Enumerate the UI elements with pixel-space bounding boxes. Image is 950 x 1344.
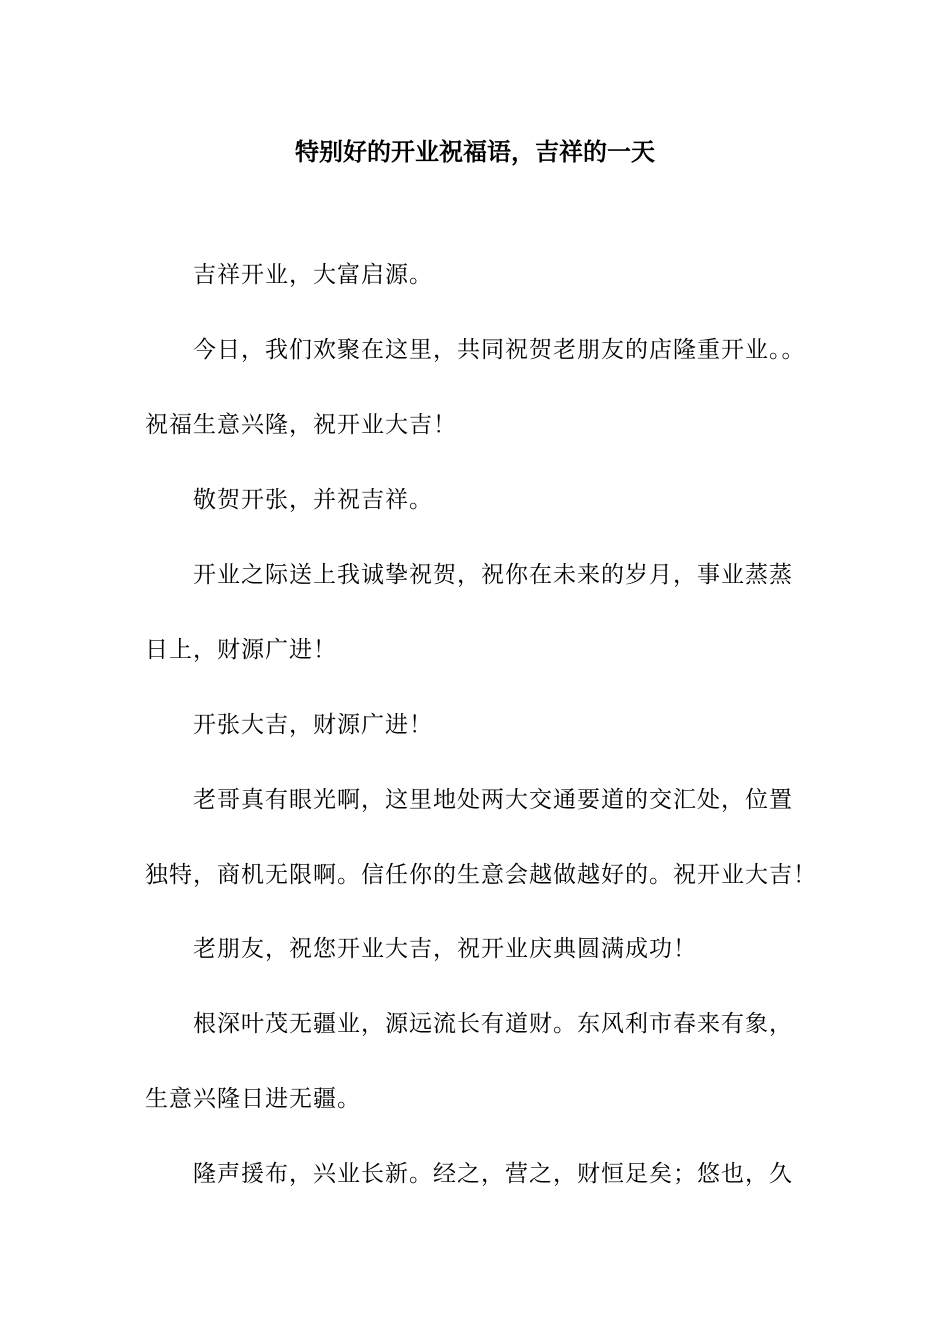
paragraph-line: 祝福生意兴隆，祝开业大吉！ <box>145 412 457 438</box>
paragraph-line: 开业之际送上我诚挚祝贺，祝你在未来的岁月，事业蒸蒸 <box>193 562 793 588</box>
paragraph-line: 老哥真有眼光啊，这里地处两大交通要道的交汇处，位置 <box>193 787 793 813</box>
paragraph-line: 根深叶茂无疆业，源远流长有道财。东风利市春来有象， <box>193 1011 793 1037</box>
paragraph-line: 生意兴隆日进无疆。 <box>145 1086 361 1112</box>
paragraph-line: 敬贺开张，并祝吉祥。 <box>193 487 433 513</box>
paragraph-line: 开张大吉，财源广进！ <box>193 712 433 738</box>
paragraph-line: 隆声援布，兴业长新。经之，营之，财恒足矣；悠也，久 <box>193 1161 793 1187</box>
paragraph-line: 日上，财源广进！ <box>145 637 337 663</box>
paragraph-line: 吉祥开业，大富启源。 <box>193 262 433 288</box>
paragraph-line: 今日，我们欢聚在这里，共同祝贺老朋友的店隆重开业。。 <box>193 337 806 363</box>
paragraph-line: 独特，商机无限啊。信任你的生意会越做越好的。祝开业大吉！ <box>145 862 817 888</box>
document-title: 特别好的开业祝福语，吉祥的一天 <box>295 138 655 166</box>
paragraph-line: 老朋友，祝您开业大吉，祝开业庆典圆满成功！ <box>193 936 697 962</box>
